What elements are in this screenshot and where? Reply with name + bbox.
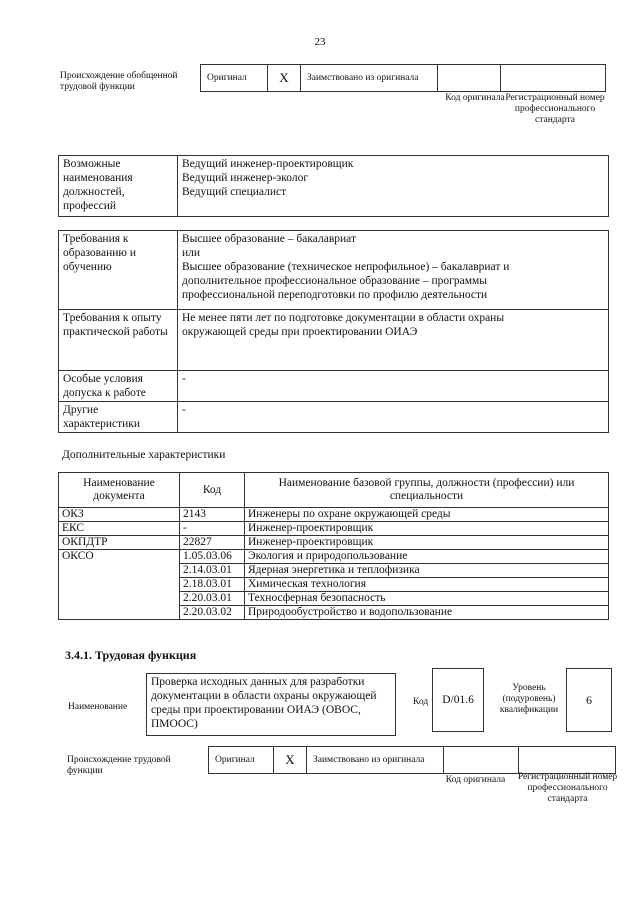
origin-generalized-label: Происхождение обобщенной трудовой функции [60, 71, 178, 92]
table-row [59, 536, 609, 550]
education-label: Требования к образованию и обучению [59, 231, 178, 310]
registration-caption: Регистрационный номер профессионального стандарта [517, 772, 618, 804]
admission-value: - [178, 371, 609, 402]
positions-table [58, 155, 609, 217]
name-cell: Природообустройство и водопользование [245, 606, 609, 620]
name-cell: Химическая технология [245, 578, 609, 592]
qualification-level-label: Уровень (подуровень) квалификации [499, 683, 559, 715]
function-name-label: Наименование [68, 702, 128, 712]
education-line: Высшее образование (техническое непрофильное) – бакалавриат и [182, 261, 510, 273]
page-number: 23 [314, 36, 326, 48]
additional-table [58, 472, 609, 620]
header-code: Код [180, 473, 245, 508]
function-heading: 3.4.1. Трудовая функция [65, 648, 197, 662]
name-cell: Экология и природопользование [245, 550, 609, 564]
requirements-table [58, 230, 609, 433]
header-name: Наименование базовой группы, должности (профессии) или специальности [245, 473, 609, 508]
original-code-cell [438, 65, 501, 92]
original-mark: X [274, 747, 307, 774]
experience-label: Требования к опыту практической работы [59, 310, 178, 371]
name-cell: Инженер-проектировщик [245, 536, 609, 550]
name-cell: Ядерная энергетика и теплофизика [245, 564, 609, 578]
other-label: Другие характеристики [59, 402, 178, 433]
code-cell: 2143 [180, 508, 245, 522]
doc-cell: ОКЗ [59, 508, 180, 522]
education-line: или [182, 247, 201, 259]
admission-label: Особые условия допуска к работе [59, 371, 178, 402]
position-item: Ведущий специалист [182, 186, 287, 198]
origin-generalized-table [200, 64, 606, 92]
other-value: - [178, 402, 609, 433]
doc-cell: ЕКС [59, 522, 180, 536]
function-name-box: Проверка исходных данных для разработки документации в области охраны окружающей среды при проектировании ОИАЭ (ОВОС, ПМООС) [146, 673, 396, 736]
table-row [59, 508, 609, 522]
code-cell: 22827 [180, 536, 245, 550]
code-cell: 2.20.03.01 [180, 592, 245, 606]
original-code-cell [444, 747, 519, 774]
function-code-box: D/01.6 [432, 668, 484, 732]
education-line: Высшее образование – бакалавриат [182, 233, 356, 245]
education-value [178, 231, 609, 310]
table-row [59, 522, 609, 536]
education-line: дополнительное профессиональное образование – программы [182, 275, 487, 287]
function-code-label: Код [413, 697, 429, 707]
name-cell: Инженер-проектировщик [245, 522, 609, 536]
qualification-level-box: 6 [566, 668, 612, 732]
code-cell: 2.14.03.01 [180, 564, 245, 578]
table-row [59, 550, 609, 564]
origin-function-table [208, 746, 616, 774]
code-cell: 2.18.03.01 [180, 578, 245, 592]
code-caption: Код оригинала [445, 775, 506, 785]
experience-value [178, 310, 609, 371]
registration-caption: Регистрационный номер профессионального стандарта [505, 93, 605, 125]
code-cell: 1.05.03.06 [180, 550, 245, 564]
position-item: Ведущий инженер-проектировщик [182, 158, 354, 170]
original-mark: X [268, 65, 301, 92]
borrowed-cell: Заимствовано из оригинала [307, 747, 444, 774]
name-cell: Техносферная безопасность [245, 592, 609, 606]
code-cell: 2.20.03.02 [180, 606, 245, 620]
doc-cell: ОКСО [59, 550, 180, 620]
code-caption: Код оригинала [445, 93, 505, 103]
doc-cell: ОКПДТР [59, 536, 180, 550]
positions-values [178, 156, 609, 217]
original-cell: Оригинал [201, 65, 268, 92]
positions-label: Возможные наименования должностей, профессий [59, 156, 178, 217]
experience-line: Не менее пяти лет по подготовке документации в области охраны [182, 312, 505, 324]
borrowed-cell: Заимствовано из оригинала [301, 65, 438, 92]
registration-number-cell [501, 65, 606, 92]
code-cell: - [180, 522, 245, 536]
name-cell: Инженеры по охране окружающей среды [245, 508, 609, 522]
registration-number-cell [519, 747, 616, 774]
header-document: Наименование документа [59, 473, 180, 508]
origin-function-label: Происхождение трудовой функции [67, 755, 171, 776]
additional-title: Дополнительные характеристики [62, 449, 226, 461]
education-line: профессиональной переподготовки по профилю деятельности [182, 289, 488, 301]
position-item: Ведущий инженер-эколог [182, 172, 309, 184]
original-cell: Оригинал [209, 747, 274, 774]
experience-line: окружающей среды при проектировании ОИАЭ [182, 326, 418, 338]
